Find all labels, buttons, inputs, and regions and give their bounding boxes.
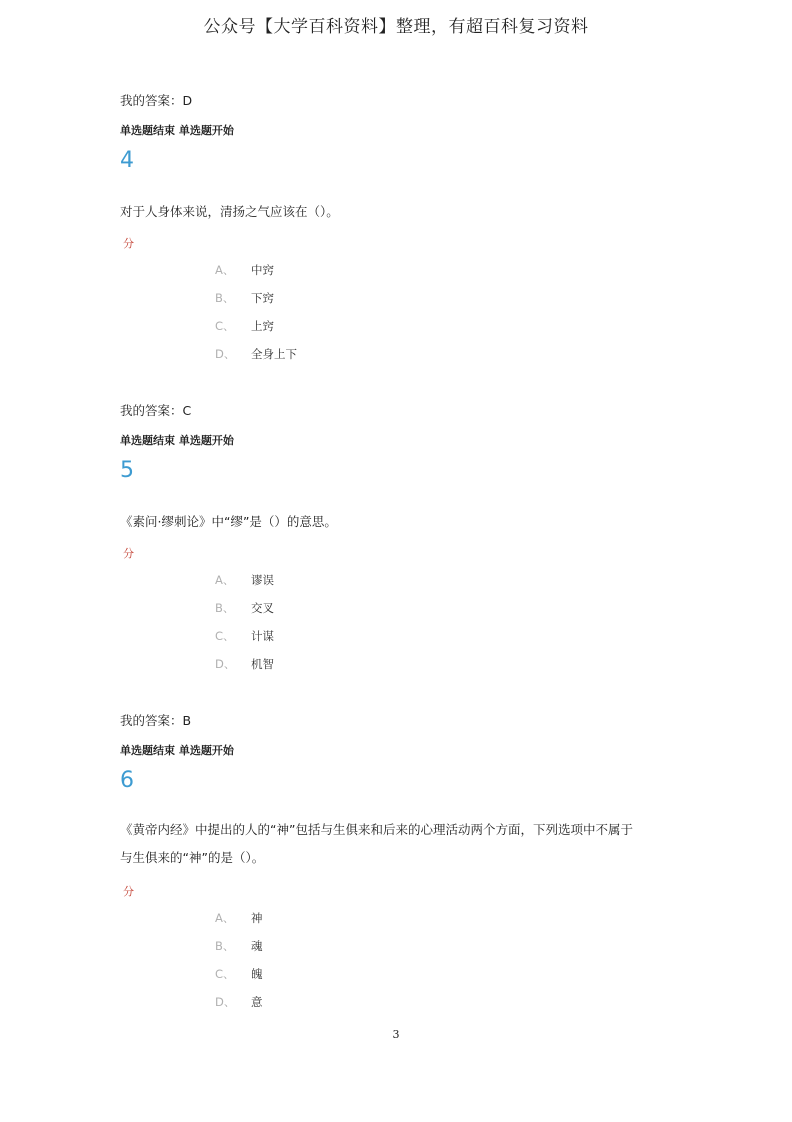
- option-c[interactable]: [215, 628, 274, 644]
- score-label: 分: [123, 237, 134, 250]
- option-a[interactable]: [215, 262, 274, 278]
- option-d[interactable]: [215, 656, 274, 672]
- option-text: 谬误: [251, 573, 274, 587]
- option-text: 魄: [251, 967, 263, 981]
- option-a[interactable]: [215, 572, 274, 588]
- stem-line: 《黄帝内经》中提出的人的“神”包括与生俱来和后来的心理活动两个方面，下列选项中不属于: [120, 822, 633, 837]
- option-c[interactable]: [215, 966, 263, 982]
- option-text: 意: [251, 995, 263, 1009]
- option-letter: B、: [215, 291, 235, 305]
- option-text: 魂: [251, 939, 263, 953]
- option-letter: D、: [215, 347, 236, 361]
- option-letter: D、: [215, 995, 236, 1009]
- score-label: 分: [123, 885, 134, 898]
- option-text: 中窍: [251, 263, 274, 277]
- question-status: 单选题结束 单选题开始: [120, 434, 234, 447]
- option-text: 计谋: [251, 629, 274, 643]
- option-text: 下窍: [251, 291, 274, 305]
- option-b[interactable]: [215, 600, 274, 616]
- score-label: 分: [123, 547, 134, 560]
- option-d[interactable]: [215, 994, 263, 1010]
- option-letter: A、: [215, 911, 235, 925]
- option-letter: A、: [215, 573, 235, 587]
- option-d[interactable]: [215, 346, 297, 362]
- option-b[interactable]: [215, 290, 274, 306]
- question-stem: [120, 508, 680, 536]
- question-status: 单选题结束 单选题开始: [120, 124, 234, 137]
- option-letter: A、: [215, 263, 235, 277]
- option-letter: C、: [215, 967, 235, 981]
- question-number: 5: [120, 458, 134, 483]
- answer-line: 我的答案：B: [120, 713, 192, 728]
- option-text: 全身上下: [251, 347, 297, 361]
- option-letter: C、: [215, 629, 235, 643]
- option-letter: B、: [215, 939, 235, 953]
- answer-line: 我的答案：C: [120, 403, 192, 418]
- option-letter: B、: [215, 601, 235, 615]
- option-letter: C、: [215, 319, 235, 333]
- option-text: 机智: [251, 657, 274, 671]
- question-status: 单选题结束 单选题开始: [120, 744, 234, 757]
- option-letter: D、: [215, 657, 236, 671]
- page-number: 3: [392, 1028, 400, 1041]
- option-a[interactable]: [215, 910, 263, 926]
- question-number: 4: [120, 148, 134, 173]
- option-text: 交叉: [251, 601, 274, 615]
- question-stem: [120, 816, 680, 872]
- question-number: 6: [120, 768, 134, 793]
- option-b[interactable]: [215, 938, 263, 954]
- question-stem: [120, 198, 680, 226]
- stem-line: 对于人身体来说，清扬之气应该在（）。: [120, 204, 339, 219]
- answer-line: 我的答案：D: [120, 93, 193, 108]
- option-text: 神: [251, 911, 263, 925]
- option-text: 上窍: [251, 319, 274, 333]
- stem-line: 《素问·缪刺论》中“缪”是（）的意思。: [120, 514, 337, 529]
- page-header: 公众号【大学百科资料】整理，有超百科复习资料: [203, 17, 589, 37]
- option-c[interactable]: [215, 318, 274, 334]
- stem-line: 与生俱来的“神”的是（）。: [120, 850, 265, 865]
